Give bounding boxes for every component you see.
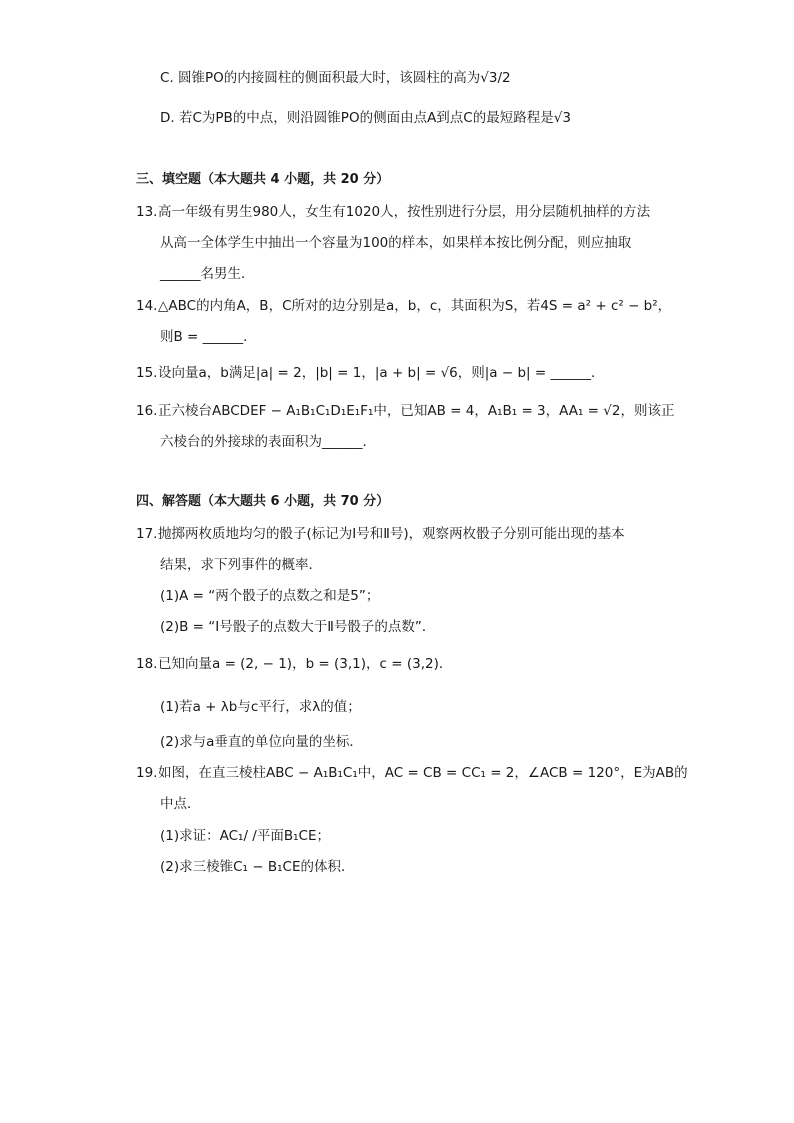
question-number: 17. <box>136 526 158 542</box>
question-number: 16. <box>136 403 158 419</box>
question-number: 15. <box>136 365 158 381</box>
option-d: D. 若C为PB的中点，则沿圆锥PO的侧面由点A到点C的最短路程是√3 <box>160 110 571 126</box>
option-c: C. 圆锥PO的内接圆柱的侧面积最大时，该圆柱的高为√3/2 <box>160 70 511 86</box>
question-17-part-2: (2)B = “Ⅰ号骰子的点数大于Ⅱ号骰子的点数”． <box>160 619 436 635</box>
question-text: 正六棱台ABCDEF − A₁B₁C₁D₁E₁F₁中，已知AB = 4，A₁B₁ = 3，AA₁ = √2，则该正 <box>158 403 675 419</box>
question-text: 设向量a，b满足|a| = 2，|b| = 1，|a + b| = √6，则|a − b| = ______． <box>158 365 605 381</box>
question-number: 14. <box>136 298 158 314</box>
question-16-line-2: 六棱台的外接球的表面积为______． <box>160 434 376 450</box>
question-13-line-2: 从高一全体学生中抽出一个容量为100的样本，如果样本按比例分配，则应抽取 <box>160 235 632 251</box>
question-17 <box>136 524 625 544</box>
question-18-part-2: (2)求与a垂直的单位向量的坐标． <box>160 734 363 750</box>
question-text: 如图，在直三棱柱ABC − A₁B₁C₁中，AC = CB = CC₁ = 2，∠ACB = 120°，E为AB的 <box>158 765 688 781</box>
question-15 <box>136 363 605 383</box>
question-18 <box>136 654 452 674</box>
question-number: 19. <box>136 765 158 781</box>
question-18-part-1: (1)若a + λb与c平行，求λ的值； <box>160 699 361 715</box>
question-number: 18. <box>136 656 158 672</box>
question-13-line-3: ______名男生． <box>160 266 255 282</box>
question-text: 高一年级有男生980人，女生有1020人，按性别进行分层，用分层随机抽样的方法 <box>158 204 651 220</box>
question-19-line-2: 中点． <box>160 796 201 812</box>
question-14 <box>136 296 671 316</box>
question-text: 抛掷两枚质地均匀的骰子(标记为Ⅰ号和Ⅱ号)，观察两枚骰子分别可能出现的基本 <box>158 526 625 542</box>
question-text: △ABC的内角A，B，C所对的边分别是a，b，c，其面积为S，若4S = a² + c² − b²， <box>158 298 672 314</box>
question-19-part-2: (2)求三棱锥C₁ − B₁CE的体积． <box>160 859 355 875</box>
question-number: 13. <box>136 204 158 220</box>
question-14-line-2: 则B = ______． <box>160 329 257 345</box>
question-16 <box>136 401 674 421</box>
question-13 <box>136 202 650 222</box>
question-19 <box>136 763 688 783</box>
question-17-part-1: (1)A = “两个骰子的点数之和是5”； <box>160 588 380 604</box>
section-answer-heading: 四、解答题（本大题共 6 小题，共 70 分） <box>136 494 390 509</box>
question-text: 已知向量a = (2, − 1)，b = (3,1)，c = (3,2)． <box>158 656 453 672</box>
question-17-line-2: 结果，求下列事件的概率． <box>160 557 322 573</box>
question-19-part-1: (1)求证：AC₁/ /平面B₁CE； <box>160 828 330 844</box>
section-fill-blank-heading: 三、填空题（本大题共 4 小题，共 20 分） <box>136 172 390 187</box>
